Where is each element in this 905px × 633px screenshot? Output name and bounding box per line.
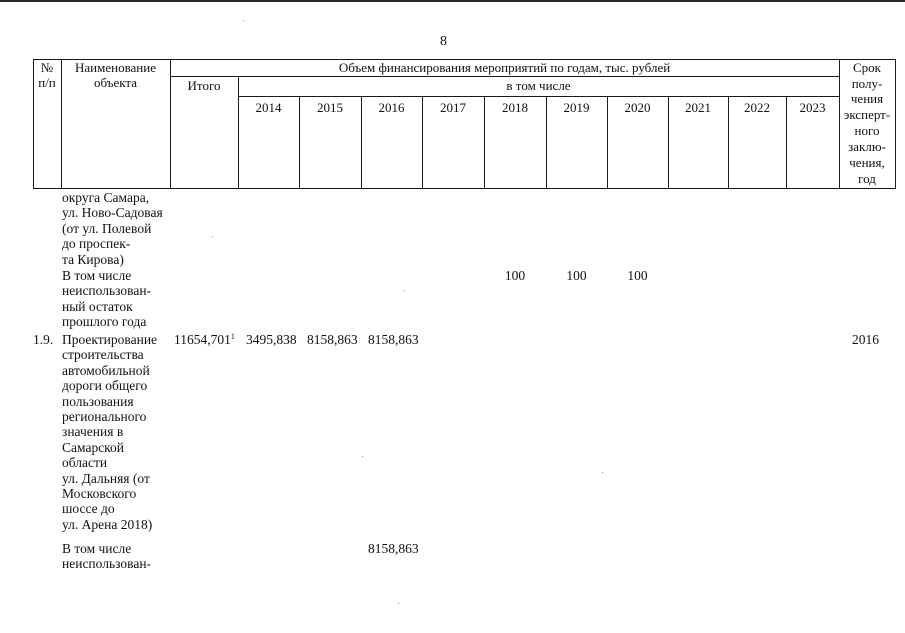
scan-speck: [398, 603, 399, 604]
header-num-2: п/п: [38, 75, 56, 90]
row-1-9-total-footnote: 1: [230, 332, 235, 341]
row-1-9-number: 1.9.: [33, 332, 54, 347]
row-1-9-2014: 3495,838: [246, 332, 297, 347]
header-year-2019: 2019: [563, 100, 590, 115]
header-deadline-4: эксперт-: [843, 107, 891, 122]
header-bottom-line: [33, 188, 896, 189]
header-num-1: №: [40, 60, 54, 75]
header-deadline-6: заклю-: [848, 139, 886, 154]
row-continuation-name: округа Самара, ул. Ново-Садовая (от ул. Полевой до проспек- та Кирова): [62, 190, 163, 267]
row-1-9-total-value: 11654,701: [174, 332, 231, 347]
header-volume: Объем финансирования мероприятий по годам, тыс. рублей: [338, 60, 671, 75]
row-continuation-sub-name: В том числе неиспользован- ный остаток прошлого года: [62, 268, 152, 330]
row-1-9-total: [174, 332, 235, 348]
header-line-including: [238, 96, 839, 97]
header-year-2014: 2014: [255, 100, 282, 115]
header-deadline-1: Срок: [853, 60, 881, 75]
scan-speck: [243, 20, 244, 21]
page-number: 8: [440, 34, 447, 49]
header-deadline-5: ного: [854, 123, 880, 138]
header-name-2: объекта: [93, 75, 138, 90]
scan-speck: [362, 456, 363, 457]
header-year-2016: 2016: [378, 100, 405, 115]
row-1-9-name: Проектирование строительства автомобильной дороги общего пользования регионального значения в Самарской области ул. Дальняя (от Московского шоссе до ул. Арена 2018): [62, 332, 158, 532]
row-continuation-sub-2018: 100: [504, 268, 526, 283]
header-year-2020: 2020: [624, 100, 651, 115]
header-deadline-8: год: [858, 171, 876, 186]
header-year-2023: 2023: [799, 100, 826, 115]
row-1-9-sub-2016: 8158,863: [368, 541, 419, 556]
row-1-9-sub-name: В том числе неиспользован-: [62, 541, 152, 572]
header-deadline-2: полу-: [851, 76, 883, 91]
header-including: в том числе: [506, 78, 571, 93]
scan-speck: [404, 290, 405, 291]
header-line-volume: [170, 76, 839, 77]
header-year-2022: 2022: [744, 100, 770, 115]
row-continuation-sub-2019: 100: [566, 268, 587, 283]
row-continuation-sub-2020: 100: [627, 268, 648, 283]
row-1-9-deadline: 2016: [852, 332, 879, 347]
header-year-2018: 2018: [502, 100, 528, 115]
scan-speck: [212, 236, 213, 237]
header-year-2017: 2017: [440, 100, 466, 115]
header-deadline-7: чения,: [849, 155, 885, 170]
row-1-9-2016: 8158,863: [368, 332, 419, 347]
header-deadline-3: чения: [850, 91, 884, 106]
vline-right: [895, 59, 896, 189]
header-year-2021: 2021: [685, 100, 711, 115]
row-1-9-2015: 8158,863: [307, 332, 358, 347]
table-header: [0, 0, 905, 190]
header-total: Итого: [187, 78, 221, 93]
header-year-2015: 2015: [317, 100, 343, 115]
header-name-1: Наименование: [75, 60, 156, 75]
scan-speck: [602, 472, 603, 473]
